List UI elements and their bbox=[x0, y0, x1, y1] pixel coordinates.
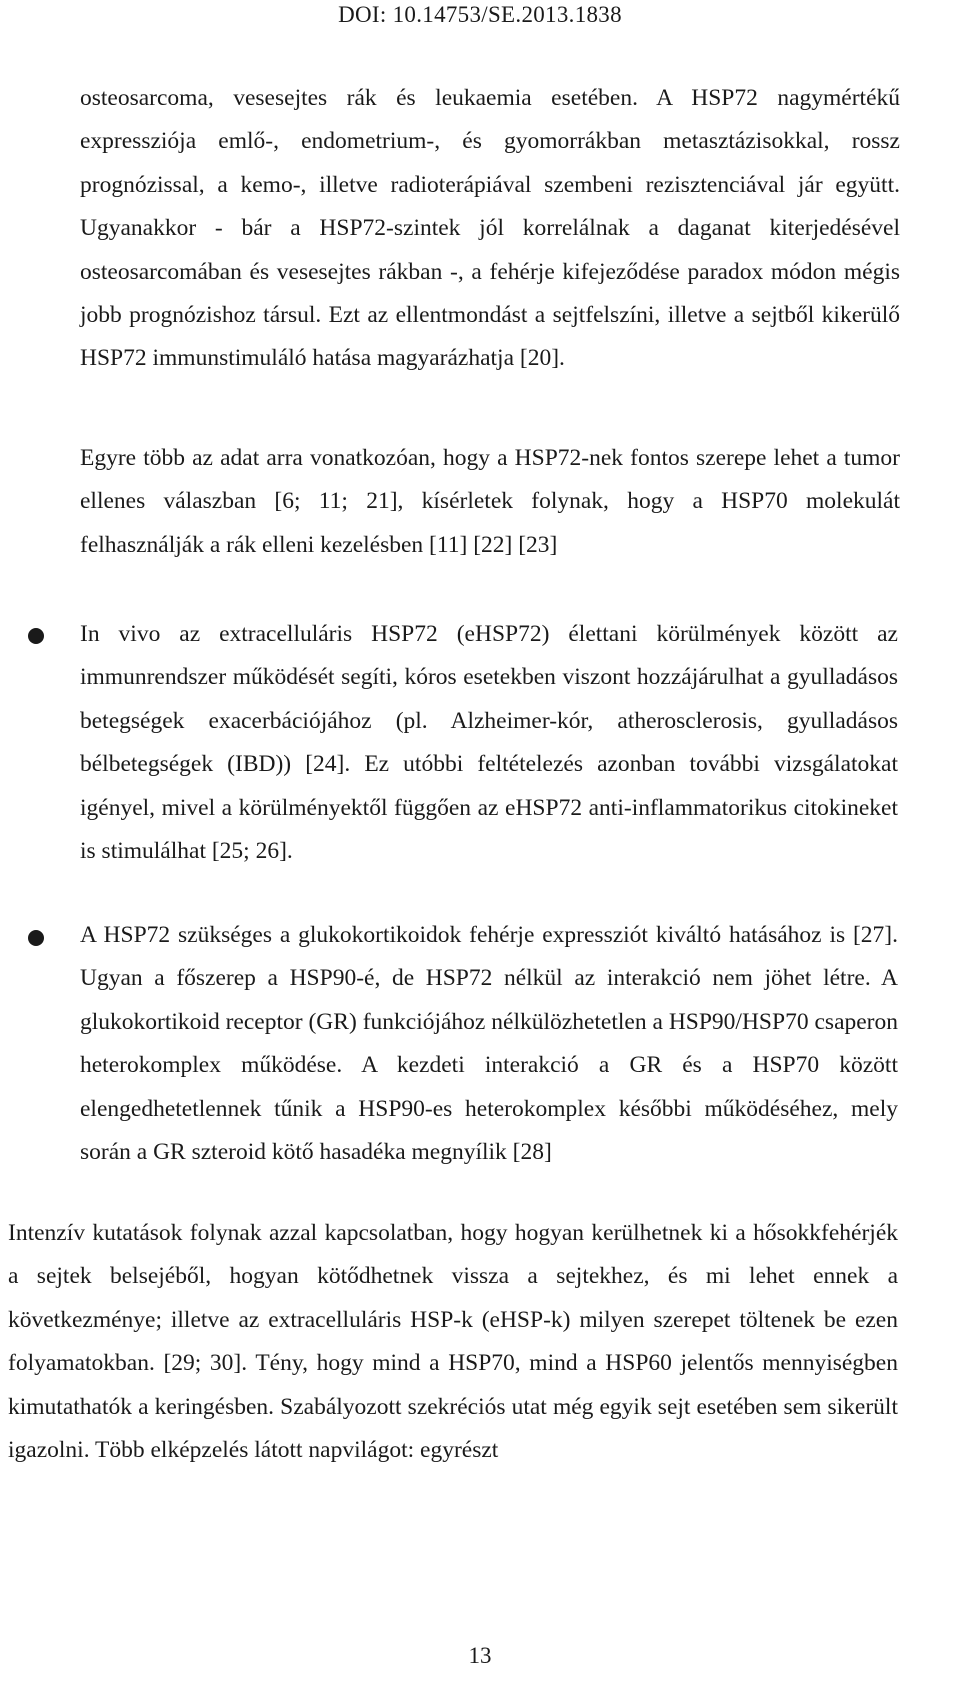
list-item-glucocorticoid: A HSP72 szükséges a glukokortikoidok fehérje expressziót kiváltó hatásához is [27]. Ugyan a főszerep a HSP90-é, de HSP72 nélkül az interakció nem jöhet létre. A glukokortikoid receptor (GR) funkciójához nélkülözhetetlen a HSP90/HSP70 csaperon heterokomplex működése. A kezdeti interakció a GR és a HSP70 között elengedhetetlennek tűnik a HSP90-es heterokomplex későbbi működéséhez, mely során a GR szteroid kötő hasadéka megnyílik [28] bbox=[80, 922, 898, 1166]
doi-header: DOI: 10.14753/SE.2013.1838 bbox=[338, 2, 622, 27]
bullet-marker-2 bbox=[28, 930, 44, 946]
page-number: 13 bbox=[468, 1643, 492, 1668]
paragraph-tumor-response: Egyre több az adat arra vonatkozóan, hogy a HSP72-nek fontos szerepe lehet a tumor ellenes válaszban [6; 11; 21], kísérletek folynak, hogy a HSP70 molekulát felhasználják a rák elleni kezelésben [11] [22] [23] bbox=[80, 445, 900, 558]
paragraph-secretion-research: Intenzív kutatások folynak azzal kapcsolatban, hogy hogyan kerülhetnek ki a hősokkfehérjék a sejtek belsejéből, hogyan kötődhetnek vissza a sejtekhez, és mi lehet ennek a következménye; illetve az extracelluláris HSP-k (eHSP-k) milyen szerepet töltenek be ezen folyamatokban. [29; 30]. Tény, hogy mind a HSP70, mind a HSP60 jelentős mennyiségben kimutathatók a keringésben. Szabályozott szekréciós utat még egyik sejt esetében sem sikerült igazolni. Több elképzelés látott napvilágot: egyrészt bbox=[8, 1220, 898, 1464]
bullet-marker-1 bbox=[28, 628, 44, 644]
list-item-ehsp72-immune: In vivo az extracelluláris HSP72 (eHSP72) élettani körülmények között az immunrendszer működését segíti, kóros esetekben viszont hozzájárulhat a gyulladásos betegségek exacerbációjához (pl. Alzheimer-kór, atherosclerosis, gyulladásos bélbetegségek (IBD)) [24]. Ez utóbbi feltételezés azonban további vizsgálatokat igényel, mivel a körülményektől függően az eHSP72 anti-inflammatorikus citokineket is stimulálhat [25; 26]. bbox=[80, 621, 898, 865]
paragraph-hsp72-prognosis: osteosarcoma, vesesejtes rák és leukaemia esetében. A HSP72 nagymértékű expressziója emlő-, endometrium-, és gyomorrákban metasztázisokkal, rossz prognózissal, a kemo-, illetve radioterápiával szembeni rezisztenciával jár együtt. Ugyanakkor - bár a HSP72-szintek jól korrelálnak a daganat kiterjedésével osteosarcomában és vesesejtes rákban -, a fehérje kifejeződése paradox módon mégis jobb prognózishoz társul. Ezt az ellentmondást a sejtfelszíni, illetve a sejtből kikerülő HSP72 immunstimuláló hatása magyarázhatja [20]. bbox=[80, 85, 900, 372]
